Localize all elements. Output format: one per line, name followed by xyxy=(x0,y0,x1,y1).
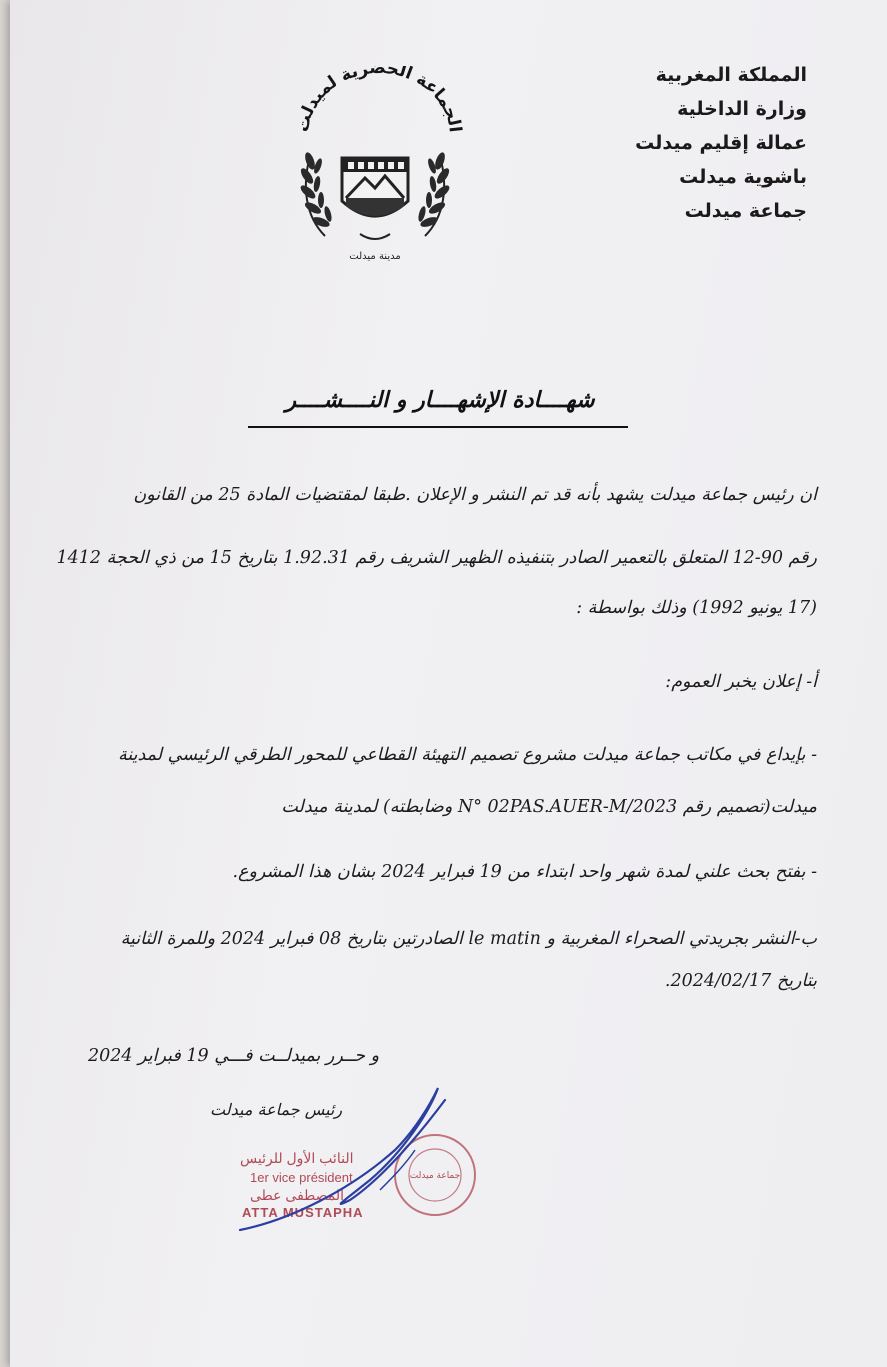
item-1-line-2: ميدلت(تصميم رقم N° 02PAS.AUER-M/2023 وضابطته) لمدينة ميدلت xyxy=(281,797,817,817)
title-underline xyxy=(248,426,628,428)
handwritten-signature-icon xyxy=(230,1080,470,1240)
header-line-pashalik: باشوية ميدلت xyxy=(679,166,807,188)
section-b-line-2: بتاريخ 2024/02/17. xyxy=(664,971,817,991)
stamp-arabic-title: النائب الأول للرئيس xyxy=(240,1150,354,1166)
stamp-arabic-name: المصطفى عطى xyxy=(250,1187,345,1203)
header-line-province: عمالة إقليم ميدلت xyxy=(635,132,807,154)
item-1-line-1: - بإيداع في مكاتب جماعة ميدلت مشروع تصميم التهيئة القطاعي للمحور الطرقي الرئيسي لمدينة xyxy=(117,745,817,765)
commune-logo xyxy=(280,66,470,276)
header-line-commune: جماعة ميدلت xyxy=(684,200,807,222)
header-line-kingdom: المملكة المغربية xyxy=(655,64,807,86)
document-page xyxy=(10,0,887,1367)
stamp-latin-name: ATTA MUSTAPHA xyxy=(242,1205,364,1220)
commune-emblem-icon xyxy=(280,66,470,276)
item-2: - بفتح بحث علني لمدة شهر واحد ابتداء من 19 فبراير 2024 بشان هذا المشروع. xyxy=(232,862,817,882)
logo-caption: مدينة ميدلت xyxy=(349,251,401,262)
header-line-ministry: وزارة الداخلية xyxy=(677,98,807,120)
body-line-3: (17 يونيو 1992) وذلك بواسطة : xyxy=(576,598,817,618)
body-line-1: ان رئيس جماعة ميدلت يشهد بأنه قد تم النشر و الإعلان .طبقا لمقتضيات المادة 25 من القانون xyxy=(133,485,817,505)
round-stamp-text: جماعة ميدلت xyxy=(409,1171,461,1181)
date-line: و حــرر بميدلــت فـــي 19 فبراير 2024 xyxy=(88,1046,380,1066)
section-b-line-1: ب-النشر بجريدتي الصحراء المغربية و le matin الصادرتين بتاريخ 08 فبراير 2024 وللمرة الثانية xyxy=(120,929,817,949)
stamp-french-title: 1er vice président xyxy=(250,1170,353,1185)
section-a-heading: أ- إعلان يخبر العموم: xyxy=(665,672,817,692)
issuer-header xyxy=(635,58,807,228)
body-line-2: رقم 90-12 المتعلق بالتعمير الصادر بتنفيذه الظهير الشريف رقم 1.92.31 بتاريخ 15 من ذي الحجة 1412 xyxy=(56,548,817,568)
document-title: شهــــادة الإشهــــار و النــــشــــر xyxy=(285,388,595,413)
logo-arc-text: الجماعة الحضرية لميدلت xyxy=(292,66,465,134)
signer-title: رئيس جماعة ميدلت xyxy=(210,1100,343,1119)
